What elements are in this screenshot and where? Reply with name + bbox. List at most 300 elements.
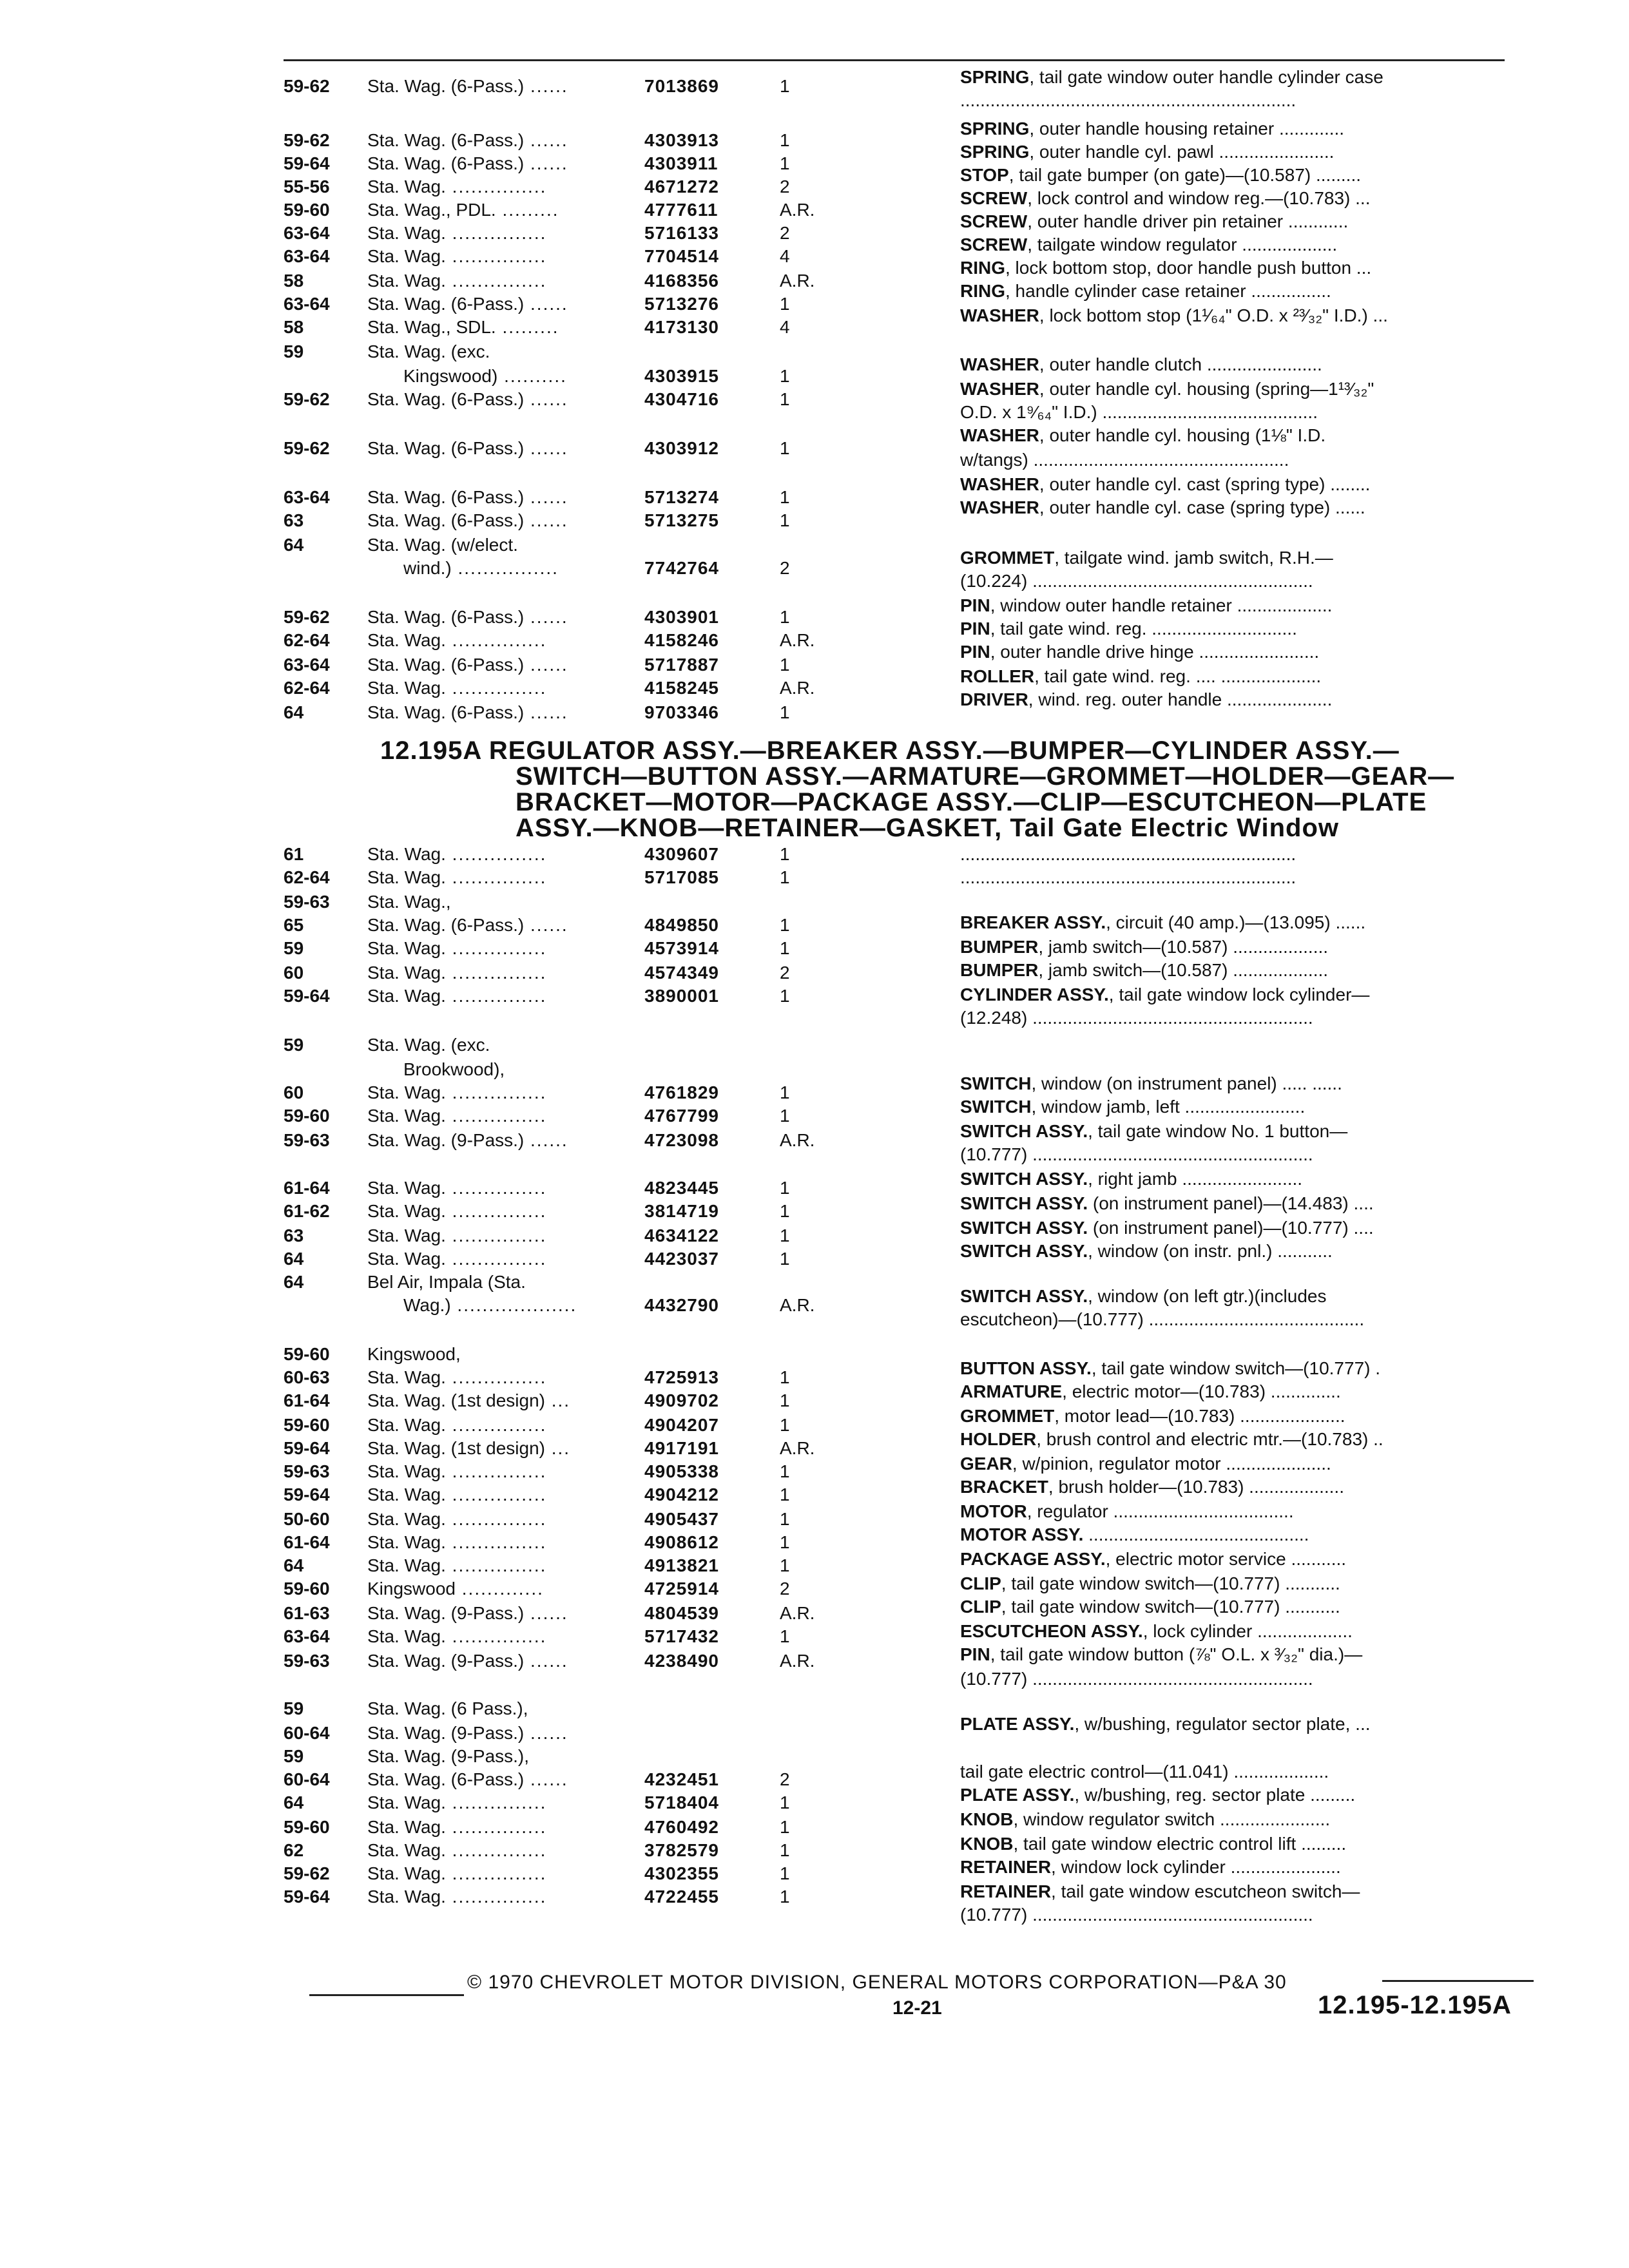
parts-row <box>284 153 928 177</box>
description-row <box>960 619 1540 642</box>
model-description <box>367 702 568 723</box>
footer-rule <box>309 1994 464 1996</box>
part-detail: , tail gate window switch—(10.777) ........... <box>1001 1573 1340 1593</box>
description-row <box>960 354 1540 378</box>
model-year: 59-62 <box>284 130 330 150</box>
model-text: Sta. Wag. <box>367 1887 446 1907</box>
model-description <box>367 510 568 531</box>
section-heading <box>380 738 1527 841</box>
part-description <box>960 497 1365 518</box>
part-detail: , lock cylinder ................... <box>1142 1621 1353 1641</box>
part-description <box>960 1429 1383 1450</box>
description-row <box>960 1644 1540 1667</box>
model-year: 59-62 <box>284 1863 330 1883</box>
part-description <box>960 1121 1347 1142</box>
model-text: Sta. Wag. (9-Pass.) <box>367 1651 525 1671</box>
model-text: Sta. Wag. <box>367 678 446 698</box>
leader-dots: ...... <box>524 153 568 173</box>
model-description <box>367 1201 546 1222</box>
model-description <box>367 130 568 151</box>
parts-row <box>284 1225 928 1249</box>
model-text: wind.) <box>367 558 452 578</box>
model-text: Sta. Wag. <box>367 1461 446 1481</box>
model-year: 64 <box>284 535 304 555</box>
model-description <box>367 655 568 675</box>
quantity: 1 <box>780 366 790 386</box>
model-text: Sta. Wag. <box>367 844 446 864</box>
model-text: Sta. Wag. (6-Pass.) <box>367 294 525 314</box>
model-description <box>367 1344 461 1365</box>
part-description <box>960 1218 1374 1238</box>
part-number: 4168356 <box>644 271 720 291</box>
part-detail: , lock bottom stop, door handle push button ... <box>1005 258 1372 278</box>
model-text: Sta. Wag. <box>367 1367 446 1387</box>
model-description <box>367 892 451 912</box>
leader-dots: ...... <box>524 915 568 935</box>
part-number: 4304716 <box>644 389 720 409</box>
model-text: Sta. Wag. <box>367 1106 446 1126</box>
part-name: DRIVER <box>960 689 1028 709</box>
model-text: Sta. Wag. (6-Pass.) <box>367 130 525 150</box>
description-row <box>960 1524 1540 1548</box>
parts-row <box>284 655 928 678</box>
part-number: 4913821 <box>644 1555 720 1575</box>
model-description <box>367 867 546 888</box>
quantity: 2 <box>780 223 790 243</box>
description-row <box>960 1309 1540 1332</box>
part-detail: , brush holder—(10.783) ................... <box>1048 1477 1344 1497</box>
part-name: ARMATURE <box>960 1381 1063 1401</box>
part-detail: , outer handle cyl. case (spring type) ...... <box>1039 497 1365 517</box>
leader-dots: ............... <box>445 1532 547 1552</box>
parts-row <box>284 1415 928 1438</box>
quantity: 1 <box>780 1817 790 1837</box>
part-description <box>960 474 1370 495</box>
part-name: SCREW <box>960 235 1028 255</box>
part-name: CLIP <box>960 1573 1001 1593</box>
model-year: 64 <box>284 1249 304 1269</box>
model-year: 59-60 <box>284 1344 330 1364</box>
model-description <box>367 1698 528 1719</box>
description-row <box>960 1573 1540 1597</box>
parts-row <box>284 892 928 915</box>
part-description <box>960 235 1337 255</box>
description-row <box>960 1669 1540 1692</box>
model-year: 59-64 <box>284 1485 330 1504</box>
part-detail: , right jamb ........................ <box>1088 1169 1303 1189</box>
model-description <box>367 1295 577 1316</box>
part-number: 4303901 <box>644 607 720 627</box>
part-description <box>960 867 1296 888</box>
quantity: 1 <box>780 1249 790 1269</box>
part-number: 4302355 <box>644 1863 720 1883</box>
part-name: KNOB <box>960 1834 1014 1854</box>
leader-dots: ...... <box>524 487 568 507</box>
part-name: SWITCH ASSY. <box>960 1218 1088 1238</box>
model-text: Sta. Wag. (exc. <box>367 341 490 361</box>
model-description <box>367 1367 546 1388</box>
part-name: BUMPER <box>960 937 1039 957</box>
quantity: 1 <box>780 153 790 173</box>
description-row <box>960 1621 1540 1644</box>
model-text: Sta. Wag. (w/elect. <box>367 535 518 555</box>
model-text: Sta. Wag. <box>367 1201 446 1221</box>
model-text: Sta. Wag. <box>367 963 446 983</box>
parts-row <box>284 607 928 630</box>
model-text: Sta. Wag. <box>367 986 446 1006</box>
parts-row <box>284 1082 928 1106</box>
description-row <box>960 1406 1540 1429</box>
quantity: 2 <box>780 177 790 197</box>
model-year: 61 <box>284 844 304 864</box>
part-name: PLATE ASSY. <box>960 1785 1075 1805</box>
model-year: 64 <box>284 702 304 722</box>
part-detail: , motor lead—(10.783) ..................... <box>1054 1406 1345 1426</box>
leader-dots: ............... <box>445 867 547 887</box>
quantity: 1 <box>780 510 790 530</box>
model-text: Kingswood) <box>367 366 498 386</box>
part-number: 4823445 <box>644 1178 720 1198</box>
part-description <box>960 402 1318 423</box>
quantity: A.R. <box>780 678 815 698</box>
model-year: 59 <box>284 1035 304 1055</box>
description-row <box>960 1714 1540 1737</box>
model-year: 59-64 <box>284 153 330 173</box>
model-text: Sta. Wag. <box>367 1225 446 1245</box>
description-row <box>960 867 1540 890</box>
part-name: PLATE ASSY. <box>960 1714 1075 1734</box>
model-year: 59-60 <box>284 1106 330 1126</box>
part-detail: (10.224) ........................................................ <box>960 571 1313 591</box>
leader-dots: ............... <box>445 1106 547 1126</box>
part-detail: , window jamb, left ........................ <box>1031 1097 1306 1117</box>
part-number: 4917191 <box>644 1438 720 1458</box>
part-name: MOTOR <box>960 1501 1027 1521</box>
model-year: 59-63 <box>284 1130 330 1150</box>
model-year: 61-64 <box>284 1390 330 1410</box>
part-description <box>960 1501 1294 1522</box>
part-name: HOLDER <box>960 1429 1037 1449</box>
model-text: Sta. Wag. (6-Pass.) <box>367 438 525 458</box>
quantity: A.R. <box>780 1438 815 1458</box>
model-text: Sta. Wag. (6-Pass.) <box>367 1769 525 1789</box>
part-detail: , tail gate window electric control lift ......... <box>1013 1834 1347 1854</box>
model-text: Kingswood, <box>367 1344 461 1364</box>
leader-dots: ............... <box>445 1626 547 1646</box>
part-description <box>960 1454 1331 1474</box>
part-name: GROMMET <box>960 548 1055 568</box>
leader-dots: ............... <box>445 1840 547 1860</box>
parts-row <box>284 630 928 653</box>
parts-row <box>284 1201 928 1224</box>
part-name: WASHER <box>960 354 1039 374</box>
part-description <box>960 1169 1302 1189</box>
part-detail: (10.777) ........................................................ <box>960 1144 1313 1164</box>
model-description <box>367 1792 546 1813</box>
model-description <box>367 341 490 362</box>
description-row <box>960 1008 1540 1031</box>
part-detail: , window (on instr. pnl.) ........... <box>1088 1241 1333 1261</box>
leader-dots: ............... <box>445 1509 547 1529</box>
leader-dots: ...... <box>524 1130 568 1150</box>
leader-dots: ................ <box>451 558 559 578</box>
part-name: SWITCH ASSY. <box>960 1121 1088 1141</box>
top-rule <box>284 59 1505 61</box>
description-row <box>960 1286 1540 1309</box>
model-text: Sta. Wag. <box>367 246 446 266</box>
description-row <box>960 1097 1540 1120</box>
model-text: Sta. Wag. (6-Pass.) <box>367 389 525 409</box>
model-description <box>367 438 568 459</box>
part-description <box>960 1286 1326 1307</box>
part-number: 5717887 <box>644 655 720 675</box>
quantity: 1 <box>780 1887 790 1907</box>
parts-row <box>284 1295 928 1318</box>
part-name: WASHER <box>960 305 1039 325</box>
model-description <box>367 1723 568 1744</box>
part-description <box>960 1809 1330 1830</box>
part-detail: , outer handle cyl. pawl ....................... <box>1029 142 1335 162</box>
model-text: Sta. Wag. (6-Pass.) <box>367 607 525 627</box>
parts-row <box>284 294 928 317</box>
part-detail: , wind. reg. outer handle ..................... <box>1028 689 1333 709</box>
model-year: 50-60 <box>284 1509 330 1529</box>
heading-line: SWITCH—BUTTON ASSY.—ARMATURE—GROMMET—HOLDER—GEAR— <box>516 762 1455 791</box>
part-description <box>960 1597 1340 1617</box>
part-description <box>960 379 1374 399</box>
model-description <box>367 1415 546 1436</box>
description-row <box>960 90 1540 113</box>
part-name: WASHER <box>960 497 1039 517</box>
model-description <box>367 317 559 338</box>
model-year: 59 <box>284 938 304 958</box>
part-number: 4574349 <box>644 963 720 983</box>
part-number: 4573914 <box>644 938 720 958</box>
part-number: 4909702 <box>644 1390 720 1410</box>
part-detail: , jamb switch—(10.587) ................... <box>1038 937 1329 957</box>
part-description <box>960 281 1331 302</box>
model-year: 63-64 <box>284 246 330 266</box>
quantity: 1 <box>780 1367 790 1387</box>
quantity: 1 <box>780 76 790 96</box>
model-text: Sta. Wag. (exc. <box>367 1035 490 1055</box>
part-description <box>960 1714 1371 1735</box>
parts-row <box>284 1059 928 1082</box>
parts-row <box>284 177 928 200</box>
model-description <box>367 963 546 983</box>
part-name: RING <box>960 258 1005 278</box>
part-detail: , tailgate wind. jamb switch, R.H.— <box>1054 548 1333 568</box>
quantity: 2 <box>780 1579 790 1599</box>
leader-dots: ............... <box>445 1082 547 1102</box>
part-name: WASHER <box>960 379 1039 399</box>
quantity: 1 <box>780 1225 790 1245</box>
model-year: 59-64 <box>284 986 330 1006</box>
description-row <box>960 165 1540 188</box>
description-row <box>960 450 1540 473</box>
part-description <box>960 1881 1360 1902</box>
part-number: 4725913 <box>644 1367 720 1387</box>
leader-dots: ...... <box>524 130 568 150</box>
model-year: 63-64 <box>284 1626 330 1646</box>
part-number: 4158245 <box>644 678 720 698</box>
model-description <box>367 271 546 291</box>
part-description <box>960 937 1328 957</box>
leader-dots: .......... <box>497 366 567 386</box>
quantity: 2 <box>780 1769 790 1789</box>
parts-row <box>284 271 928 294</box>
part-name: BUMPER <box>960 960 1039 980</box>
description-row <box>960 425 1540 448</box>
part-name: ROLLER <box>960 666 1035 686</box>
part-number: 3890001 <box>644 986 720 1006</box>
description-row <box>960 1905 1540 1928</box>
leader-dots: ... <box>545 1390 571 1410</box>
part-description <box>960 1785 1355 1805</box>
part-description <box>960 1549 1346 1570</box>
model-year: 64 <box>284 1272 304 1292</box>
model-year: 62-64 <box>284 678 330 698</box>
model-text: Sta. Wag. (6-Pass.) <box>367 76 525 96</box>
part-description <box>960 1857 1341 1878</box>
parts-row <box>284 535 928 558</box>
parts-row <box>284 867 928 890</box>
part-detail: ................................................................... <box>960 90 1296 110</box>
heading-line: ASSY.—KNOB—RETAINER—GASKET, Tail Gate Electric Window <box>516 814 1339 842</box>
part-detail: , window (on left gtr.)(includes <box>1088 1286 1327 1306</box>
part-description <box>960 642 1319 662</box>
parts-row <box>284 963 928 986</box>
part-detail: , w/bushing, regulator sector plate, ... <box>1074 1714 1371 1734</box>
parts-row <box>284 1840 928 1863</box>
part-description <box>960 1406 1345 1427</box>
model-text: Brookwood), <box>367 1059 505 1079</box>
part-detail: , brush control and electric mtr.—(10.783) .. <box>1036 1429 1383 1449</box>
model-description <box>367 389 568 410</box>
part-detail: , window outer handle retainer ................... <box>990 595 1333 615</box>
description-row <box>960 595 1540 619</box>
quantity: A.R. <box>780 271 815 291</box>
model-year: 60 <box>284 963 304 983</box>
description-row <box>960 211 1540 235</box>
part-detail: , outer handle cyl. housing (1⅛" I.D. <box>1039 425 1326 445</box>
model-description <box>367 535 518 555</box>
model-year: 63 <box>284 510 304 530</box>
parts-row <box>284 130 928 153</box>
quantity: 1 <box>780 438 790 458</box>
part-detail: , window regulator switch ...................... <box>1013 1809 1331 1829</box>
model-description <box>367 153 568 174</box>
part-description <box>960 548 1333 568</box>
part-description <box>960 1241 1333 1262</box>
heading-line: BRACKET—MOTOR—PACKAGE ASSY.—CLIP—ESCUTCHEON—PLATE <box>516 788 1427 816</box>
heading-line: 12.195A REGULATOR ASSY.—BREAKER ASSY.—BUMPER—CYLINDER ASSY.— <box>380 736 1400 765</box>
model-description <box>367 1769 568 1790</box>
part-description <box>960 595 1332 616</box>
description-row <box>960 281 1540 304</box>
model-text: Sta. Wag. (6 Pass.), <box>367 1698 528 1718</box>
description-row <box>960 67 1540 90</box>
parts-row <box>284 1792 928 1816</box>
model-text: Sta. Wag. (6-Pass.) <box>367 915 525 935</box>
model-year: 59-63 <box>284 1461 330 1481</box>
model-year: 63-64 <box>284 655 330 675</box>
model-text: Sta. Wag. <box>367 1863 446 1883</box>
part-description <box>960 844 1296 865</box>
part-description <box>960 450 1289 470</box>
part-detail: O.D. x 1⁹⁄₆₄" I.D.) ........................................... <box>960 402 1318 422</box>
quantity: 1 <box>780 1792 790 1812</box>
description-row <box>960 1857 1540 1880</box>
parts-row <box>284 76 928 99</box>
model-text: Sta. Wag. <box>367 271 446 291</box>
part-description <box>960 1097 1305 1117</box>
model-year: 59-60 <box>284 1817 330 1837</box>
description-row <box>960 1762 1540 1785</box>
part-description <box>960 258 1371 278</box>
footer-copyright: © 1970 CHEVROLET MOTOR DIVISION, GENERAL MOTORS CORPORATION—P&A 30 <box>467 1972 1287 1993</box>
parts-row <box>284 938 928 961</box>
part-detail: ................................................................... <box>960 844 1296 864</box>
leader-dots: ............... <box>445 177 547 197</box>
model-description <box>367 1651 568 1671</box>
model-text: Sta. Wag. <box>367 1840 446 1860</box>
quantity: 1 <box>780 915 790 935</box>
description-row <box>960 402 1540 425</box>
part-detail: (on instrument panel)—(10.777) .... <box>1088 1218 1374 1238</box>
model-text: Sta. Wag. (6-Pass.) <box>367 510 525 530</box>
parts-row <box>284 1461 928 1485</box>
part-name: WASHER <box>960 474 1039 494</box>
part-description <box>960 211 1348 232</box>
parts-row <box>284 844 928 867</box>
parts-row <box>284 1249 928 1272</box>
part-description <box>960 188 1371 209</box>
leader-dots: ............... <box>445 271 547 291</box>
model-description <box>367 1225 546 1246</box>
model-year: 59-60 <box>284 1579 330 1599</box>
part-description <box>960 90 1296 111</box>
part-name: GROMMET <box>960 1406 1055 1426</box>
model-description <box>367 366 567 387</box>
model-text: Sta. Wag. <box>367 223 446 243</box>
part-description <box>960 619 1297 639</box>
parts-row <box>284 1723 928 1746</box>
quantity: 1 <box>780 1390 790 1410</box>
part-description <box>960 1144 1313 1165</box>
leader-dots: ............... <box>445 1792 547 1812</box>
part-description <box>960 1621 1353 1642</box>
part-name: STOP <box>960 165 1009 185</box>
part-name: GEAR <box>960 1454 1012 1474</box>
part-name: SWITCH ASSY. <box>960 1193 1088 1213</box>
part-description <box>960 985 1369 1005</box>
part-number: 4905437 <box>644 1509 720 1529</box>
part-detail: w/tangs) ................................................... <box>960 450 1289 470</box>
part-number: 3782579 <box>644 1840 720 1860</box>
model-description <box>367 1555 546 1576</box>
model-description <box>367 844 546 865</box>
model-text: Sta. Wag. (9-Pass.), <box>367 1746 530 1766</box>
model-year: 61-64 <box>284 1178 330 1198</box>
part-name: CYLINDER ASSY. <box>960 985 1109 1004</box>
parts-row <box>284 438 928 461</box>
leader-dots: ................... <box>450 1295 577 1315</box>
model-description <box>367 1626 546 1647</box>
quantity: 1 <box>780 1555 790 1575</box>
part-number: 7013869 <box>644 76 720 96</box>
model-description <box>367 223 546 244</box>
